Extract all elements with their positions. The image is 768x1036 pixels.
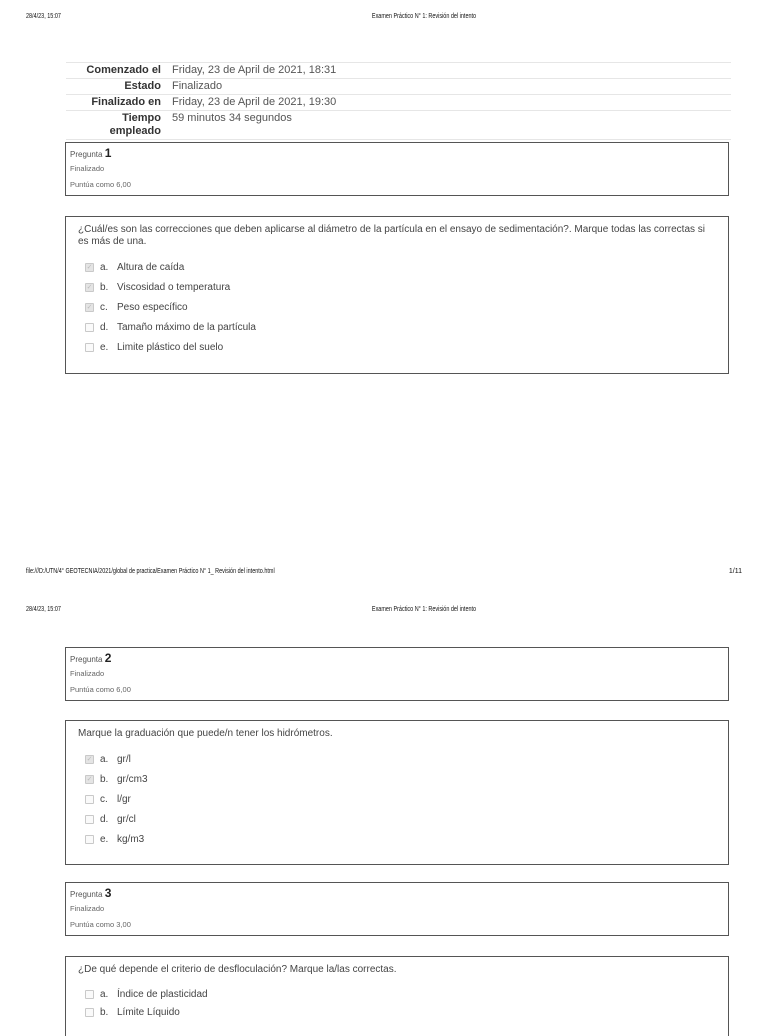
answer-option[interactable]: [78, 829, 716, 849]
question-status: Finalizado: [70, 669, 105, 678]
question-text: Marque la graduación que puede/n tener los hidrómetros.: [78, 728, 333, 739]
checkbox-unchecked-icon[interactable]: [85, 1008, 94, 1017]
question-text: ¿Cuál/es son las correcciones que deben aplicarse al diámetro de la partícula en el ensayo de sedimentación?. Marque todas las correctas si es más de una.: [78, 224, 706, 247]
option-text: l/gr: [117, 793, 131, 805]
question-info-1: [65, 142, 729, 196]
question-content-1: [65, 216, 729, 374]
checkbox-checked-icon[interactable]: ✓: [86, 755, 93, 763]
summary-value: Finalizado: [172, 80, 223, 92]
checkbox-checked-icon[interactable]: ✓: [86, 775, 93, 783]
checkbox-unchecked-icon[interactable]: [85, 835, 94, 844]
answer-option[interactable]: [78, 749, 716, 769]
summary-value: Friday, 23 de April de 2021, 19:30: [172, 96, 337, 108]
answer-option[interactable]: [78, 985, 716, 1003]
checkbox-checked-icon[interactable]: ✓: [86, 263, 93, 271]
print-header-datetime: 28/4/23, 15:07: [26, 13, 61, 20]
question-number: 1: [104, 146, 112, 160]
checkbox-unchecked-icon[interactable]: [85, 323, 94, 332]
answer-option[interactable]: [78, 769, 716, 789]
option-letter: d.: [100, 813, 109, 825]
question-label: Pregunta: [70, 890, 103, 899]
question-score: Puntúa como 6,00: [70, 685, 131, 694]
option-text: gr/cm3: [117, 773, 148, 785]
option-text: Altura de caída: [117, 261, 185, 273]
question-number: 2: [104, 651, 112, 665]
answer-option[interactable]: [78, 277, 716, 297]
summary-label-line: Tiempo: [122, 112, 161, 124]
option-letter: e.: [100, 341, 109, 353]
option-letter: a.: [100, 261, 109, 273]
print-header-title: Examen Práctico N° 1: Revisión del intento: [371, 606, 477, 613]
question-content-3: [65, 956, 729, 1036]
question-score: Puntúa como 6,00: [70, 180, 131, 189]
print-footer-path: file:///D:/UTN/4° GEOTECNIA/2021/global de practica/Examen Práctico N° 1_ Revisión del intento.html: [26, 568, 275, 575]
option-letter: d.: [100, 321, 109, 333]
summary-label: [66, 111, 161, 139]
checkbox-unchecked-icon[interactable]: [85, 795, 94, 804]
question-label: Pregunta: [70, 150, 103, 159]
option-letter: c.: [100, 301, 108, 313]
option-text: Índice de plasticidad: [117, 988, 208, 1000]
option-text: Limite plástico del suelo: [117, 341, 224, 353]
summary-label: Finalizado en: [91, 96, 161, 108]
option-text: Viscosidad o temperatura: [117, 281, 231, 293]
answer-option[interactable]: [78, 317, 716, 337]
answer-option[interactable]: [78, 789, 716, 809]
summary-value: 59 minutos 34 segundos: [172, 112, 292, 124]
option-text: Tamaño máximo de la partícula: [117, 321, 256, 333]
option-letter: b.: [100, 281, 109, 293]
summary-label-line: empleado: [109, 125, 161, 137]
question-status: Finalizado: [70, 164, 105, 173]
answer-option[interactable]: [78, 809, 716, 829]
summary-label: Comenzado el: [86, 64, 161, 76]
option-letter: a.: [100, 988, 109, 1000]
question-info-2: [65, 647, 729, 701]
summary-row-state: [66, 78, 731, 94]
question-text: ¿De qué depende el criterio de desfloculación? Marque la/las correctas.: [78, 964, 397, 975]
option-text: gr/l: [117, 753, 131, 765]
summary-row-finished: [66, 94, 731, 110]
checkbox-checked-icon[interactable]: ✓: [86, 303, 93, 311]
option-text: Peso específico: [117, 301, 188, 313]
summary-value: Friday, 23 de April de 2021, 18:31: [172, 64, 337, 76]
print-footer-page: 1/11: [728, 568, 742, 575]
question-content-2: [65, 720, 729, 865]
print-header-datetime: 28/4/23, 15:07: [26, 606, 61, 613]
question-status: Finalizado: [70, 904, 105, 913]
option-letter: b.: [100, 773, 109, 785]
checkbox-checked-icon[interactable]: ✓: [86, 283, 93, 291]
question-number: 3: [104, 886, 112, 900]
checkbox-unchecked-icon[interactable]: [85, 343, 94, 352]
option-letter: a.: [100, 753, 109, 765]
checkbox-unchecked-icon[interactable]: [85, 815, 94, 824]
option-text: kg/m3: [117, 833, 145, 845]
checkbox-unchecked-icon[interactable]: [85, 990, 94, 999]
answer-option[interactable]: [78, 1003, 716, 1021]
option-letter: e.: [100, 833, 109, 845]
attempt-summary-table: [66, 62, 731, 140]
option-text: gr/cl: [117, 813, 136, 825]
summary-row-started: [66, 62, 731, 78]
question-info-3: [65, 882, 729, 936]
option-text: Límite Líquido: [117, 1006, 180, 1018]
summary-label: Estado: [124, 80, 161, 92]
answer-option[interactable]: [78, 337, 716, 357]
summary-row-time: [66, 110, 731, 140]
option-letter: c.: [100, 793, 108, 805]
question-label: Pregunta: [70, 655, 103, 664]
print-header-title: Examen Práctico N° 1: Revisión del intento: [371, 13, 477, 20]
option-letter: b.: [100, 1006, 109, 1018]
answer-option[interactable]: [78, 257, 716, 277]
question-score: Puntúa como 3,00: [70, 920, 131, 929]
answer-option[interactable]: [78, 297, 716, 317]
